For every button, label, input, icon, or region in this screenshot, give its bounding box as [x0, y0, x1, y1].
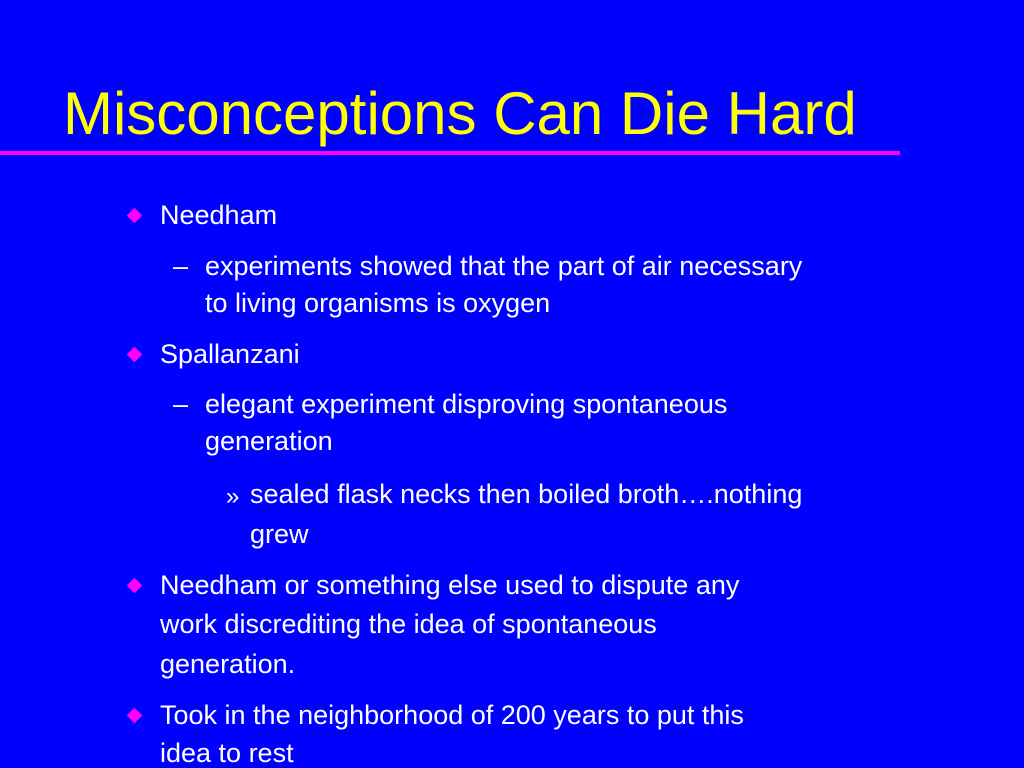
sub-bullet-text: generation — [205, 426, 333, 456]
bullet-text: generation. — [160, 649, 296, 679]
title-underline — [0, 151, 900, 155]
sub-sub-bullet-marker: » — [226, 483, 240, 510]
bullet-text: idea to rest — [160, 738, 294, 768]
bullet-text: work discrediting the idea of spontaneous — [160, 609, 657, 639]
bullet-text: Needham — [160, 200, 278, 230]
sub-sub-bullet-text: sealed flask necks then boiled broth….nothing — [250, 479, 803, 509]
sub-bullet-text: experiments showed that the part of air necessary — [205, 251, 803, 281]
slide-title: Misconceptions Can Die Hard — [63, 80, 857, 147]
bullet-text: Took in the neighborhood of 200 years to put this — [160, 700, 744, 730]
sub-bullet-text: elegant experiment disproving spontaneous — [205, 389, 728, 419]
bullet-text: Needham or something else used to dispute any — [160, 570, 740, 600]
sub-sub-bullet-text: grew — [250, 519, 309, 549]
bullet-diamond-icon — [127, 578, 143, 594]
bullet-text: Spallanzani — [160, 339, 300, 369]
sub-bullet-dash-marker: – — [173, 251, 189, 281]
bullet-diamond-icon — [127, 208, 143, 224]
sub-bullet-dash-marker: – — [173, 389, 189, 419]
bullet-diamond-icon — [127, 347, 143, 363]
sub-bullet-text: to living organisms is oxygen — [205, 288, 551, 318]
bullet-diamond-icon — [127, 708, 143, 724]
